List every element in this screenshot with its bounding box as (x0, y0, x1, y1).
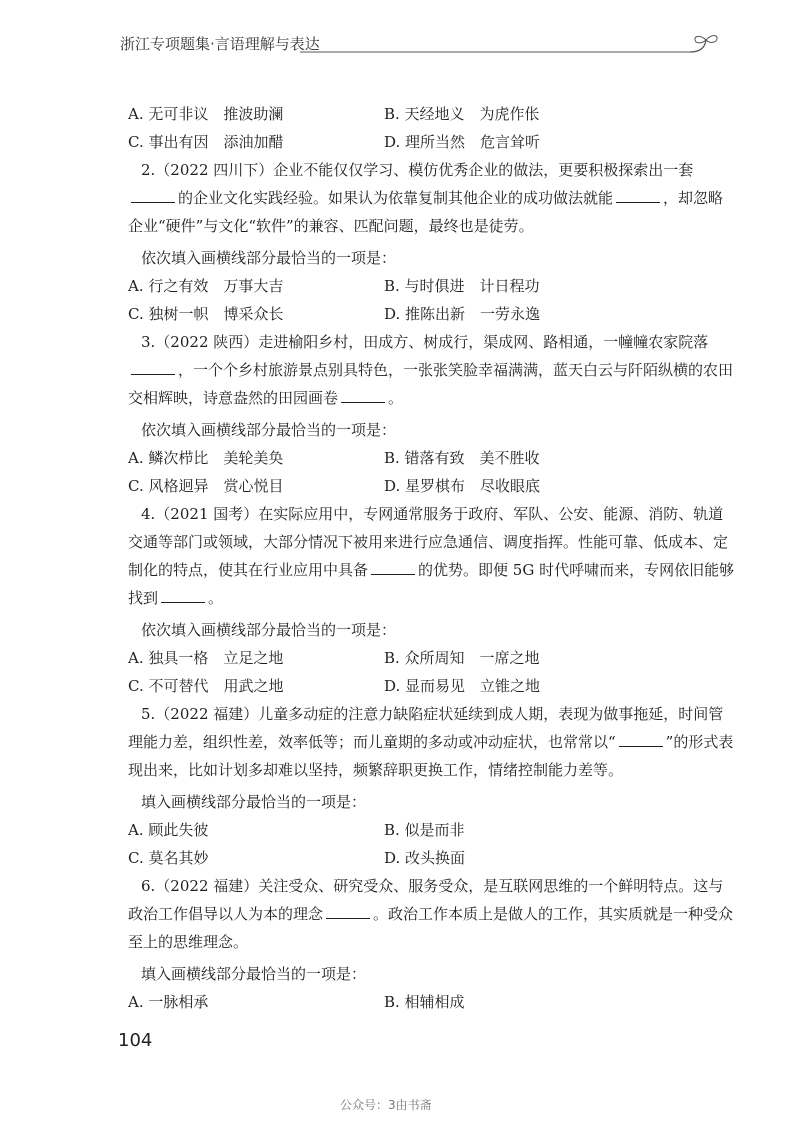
option-d: D. 显而易见 立锥之地 (384, 677, 541, 695)
question-content (128, 100, 738, 1016)
page-number: 104 (118, 1030, 153, 1051)
option-b: B. 天经地义 为虎作伥 (384, 105, 540, 123)
options-q4 (128, 644, 738, 700)
option-b: B. 错落有致 美不胜收 (384, 449, 540, 467)
question-3 (128, 328, 738, 412)
option-d: D. 推陈出新 一劳永逸 (384, 305, 541, 323)
option-d: D. 理所当然 危言耸听 (384, 133, 541, 151)
question-stem: 4.（2021 国考）在实际应用中，专网通常服务于政府、军队、公安、能源、消防、轨道交通等部门或领域，大部分情况下被用来进行应急通信、调度指挥。性能可靠、低成本、定制化的特点，使其在行业应用中具备 的优势。即便 5G 时代呼啸而来，专网依旧能够找到 。 (128, 505, 735, 607)
header-rule-with-sprout-icon (0, 30, 800, 60)
blank-line (341, 386, 385, 403)
options-q6 (128, 988, 738, 1016)
option-c: C. 莫名其妙 (128, 849, 209, 867)
option-d: D. 星罗棋布 尽收眼底 (384, 477, 541, 495)
option-c: C. 独树一帜 博采众长 (128, 305, 284, 323)
question-4 (128, 500, 738, 612)
question-instruction: 依次填入画横线部分最恰当的一项是： (141, 621, 397, 639)
option-b: B. 众所周知 一席之地 (384, 649, 540, 667)
options-q5 (128, 816, 738, 872)
option-a: A. 鳞次栉比 美轮美奂 (128, 449, 284, 467)
options-q2 (128, 272, 738, 328)
option-a: A. 无可非议 推波助澜 (128, 105, 284, 123)
option-b: B. 似是而非 (384, 821, 465, 839)
question-instruction: 依次填入画横线部分最恰当的一项是： (141, 249, 397, 267)
option-c: C. 不可替代 用武之地 (128, 677, 284, 695)
blank-line (326, 902, 370, 919)
option-b: B. 相辅相成 (384, 993, 465, 1011)
option-a: A. 行之有效 万事大吉 (128, 277, 284, 295)
question-6 (128, 872, 738, 956)
option-a: A. 顾此失彼 (128, 821, 209, 839)
question-stem: 3.（2022 陕西）走进榆阳乡村，田成方、树成行，渠成网、路相通，一幢幢农家院落，一个个乡村旅游景点别具特色，一张张笑脸幸福满满，蓝天白云与阡陌纵横的农田交相辉映，诗意盎然的田园画卷 。 (128, 333, 734, 407)
options-q3 (128, 444, 738, 500)
option-a: A. 独具一格 立足之地 (128, 649, 284, 667)
options-q1 (128, 100, 738, 156)
question-stem: 6.（2022 福建）关注受众、研究受众、服务受众，是互联网思维的一个鲜明特点。这与政治工作倡导以人为本的理念 。政治工作本质上是做人的工作，其实质就是一种受众至上的思维理念。 (128, 877, 734, 951)
question-stem: 2.（2022 四川下）企业不能仅仅学习、模仿优秀企业的做法，更要积极探索出一套的企业文化实践经验。如果认为依靠复制其他企业的成功做法就能 ，却忽略企业“硬件”与文化“软件”的兼容、匹配问题，最终也是徒劳。 (128, 161, 724, 235)
blank-line (619, 730, 663, 747)
watermark-text: 公众号：3由书斋 (340, 1098, 432, 1112)
question-instruction: 填入画横线部分最恰当的一项是： (141, 965, 367, 983)
option-b: B. 与时俱进 计日程功 (384, 277, 540, 295)
question-instruction: 填入画横线部分最恰当的一项是： (141, 793, 367, 811)
question-2 (128, 156, 738, 240)
blank-line (131, 358, 175, 375)
blank-line (161, 586, 205, 603)
blank-line (371, 558, 415, 575)
option-a: A. 一脉相承 (128, 993, 209, 1011)
option-c: C. 事出有因 添油加醋 (128, 133, 284, 151)
option-d: D. 改头换面 (384, 849, 466, 867)
blank-line (131, 186, 175, 203)
running-title: 浙江专项题集·言语理解与表达 (120, 35, 320, 53)
blank-line (616, 186, 660, 203)
question-5 (128, 700, 738, 784)
question-instruction: 依次填入画横线部分最恰当的一项是： (141, 421, 397, 439)
option-c: C. 风格迥异 赏心悦目 (128, 477, 284, 495)
question-stem: 5.（2022 福建）儿童多动症的注意力缺陷症状延续到成人期，表现为做事拖延，时间管理能力差，组织性差，效率低等；而儿童期的多动或冲动症状，也常常以“ ”的形式表现出来，比如计划多却难以坚持，频繁辞职更换工作，情绪控制能力差等。 (128, 705, 734, 779)
